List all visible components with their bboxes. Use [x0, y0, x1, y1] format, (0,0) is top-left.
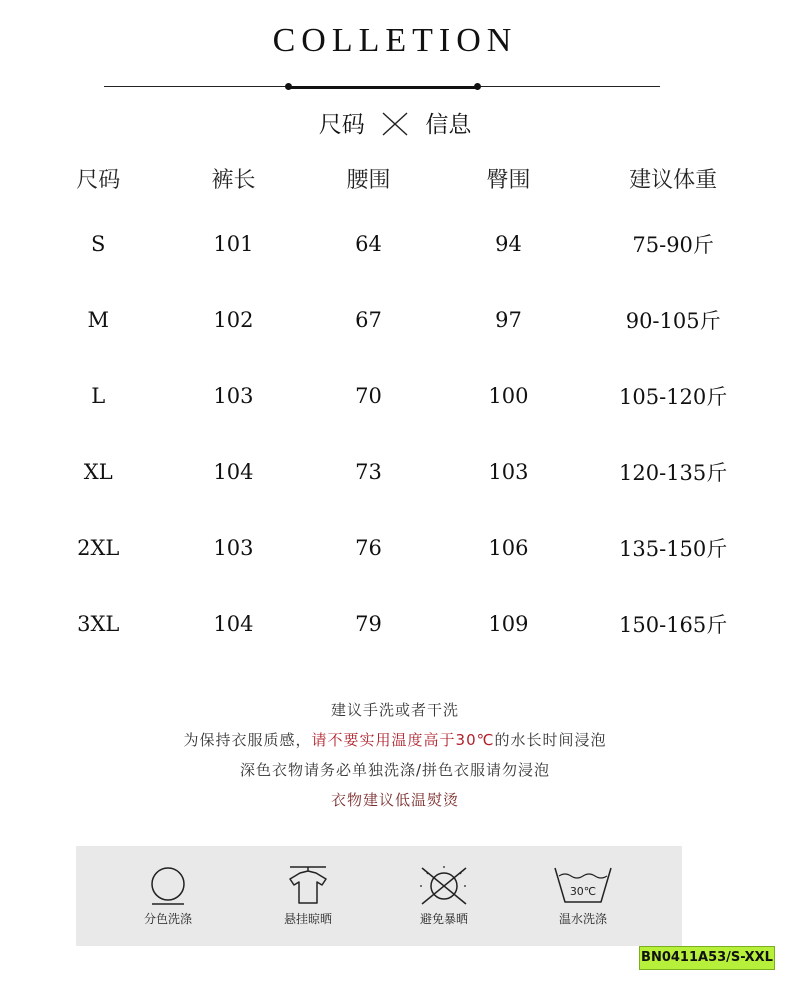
care-item	[118, 864, 218, 927]
care-line-2	[0, 729, 790, 750]
table-row	[38, 358, 758, 434]
table-row	[38, 434, 758, 510]
subtitle-right: 信息	[425, 112, 472, 138]
divider-dot-right	[474, 83, 481, 90]
care-line-4: 衣物建议低温熨烫	[330, 791, 459, 809]
table-cell: 103	[213, 536, 254, 560]
care-icons-panel	[76, 846, 682, 946]
table-row	[38, 586, 758, 662]
column-header: 建议体重	[629, 167, 718, 193]
no-sun-icon	[416, 864, 472, 906]
table-row	[38, 510, 758, 586]
table-cell: 76	[355, 536, 382, 560]
table-cell: S	[91, 232, 106, 256]
size-table	[38, 150, 758, 662]
column-header: 腰围	[346, 167, 391, 193]
care-label: 悬挂晾晒	[283, 912, 332, 926]
wash-temperature: 30℃	[569, 885, 597, 898]
care-line-3: 深色衣物请务必单独洗涤/拼色衣服请勿浸泡	[239, 761, 551, 779]
column-header: 尺码	[76, 167, 121, 193]
table-cell: 79	[355, 612, 382, 636]
care-line-2-warning: 请不要实用温度高于30℃	[311, 731, 495, 749]
care-label: 分色洗涤	[143, 912, 192, 926]
hanging-shirt-icon	[286, 864, 330, 906]
table-cell: 90-105斤	[625, 309, 721, 333]
column-header: 裤长	[211, 167, 256, 193]
table-cell: 101	[213, 232, 254, 256]
table-row	[38, 206, 758, 282]
table-cell: 94	[495, 232, 522, 256]
care-item	[394, 864, 494, 927]
care-item	[533, 864, 633, 927]
table-cell: 67	[355, 308, 382, 332]
table-cell: 105-120斤	[619, 385, 728, 409]
table-cell: 73	[355, 460, 382, 484]
table-cell: L	[91, 384, 106, 408]
care-line-1: 建议手洗或者干洗	[330, 701, 459, 719]
column-header: 臀围	[486, 167, 531, 193]
table-cell: 2XL	[77, 536, 120, 560]
table-cell: 109	[488, 612, 529, 636]
table-cell: 3XL	[77, 612, 120, 636]
table-cell: 75-90斤	[632, 233, 714, 257]
care-item	[258, 864, 358, 927]
table-cell: 104	[213, 460, 254, 484]
table-cell: 120-135斤	[619, 461, 728, 485]
subtitle-left: 尺码	[318, 112, 365, 138]
circle-icon	[148, 864, 188, 906]
table-cell: 106	[488, 536, 529, 560]
divider-dot-left	[285, 83, 292, 90]
divider-accent	[288, 86, 478, 89]
table-header-row	[38, 150, 758, 206]
care-label: 避免暴晒	[419, 912, 468, 926]
table-cell: 150-165斤	[619, 613, 728, 637]
cross-icon	[380, 111, 410, 137]
product-code-badge: BN0411A53/S-XXL	[639, 946, 775, 970]
table-cell: XL	[83, 460, 113, 484]
wash-tub-icon	[551, 864, 615, 906]
table-cell: 102	[213, 308, 254, 332]
table-cell: M	[87, 308, 109, 332]
page-title: COLLETION	[272, 22, 518, 59]
table-cell: 103	[213, 384, 254, 408]
table-row	[38, 282, 758, 358]
care-line-2-a: 为保持衣服质感，	[183, 731, 312, 749]
table-cell: 103	[488, 460, 529, 484]
table-cell: 104	[213, 612, 254, 636]
table-cell: 64	[355, 232, 382, 256]
section-subtitle	[0, 106, 790, 139]
table-cell: 70	[355, 384, 382, 408]
care-line-2-c: 的水长时间浸泡	[494, 731, 607, 749]
table-cell: 97	[495, 308, 522, 332]
table-cell: 100	[488, 384, 529, 408]
table-cell: 135-150斤	[619, 537, 728, 561]
care-label: 温水洗涤	[558, 912, 607, 926]
